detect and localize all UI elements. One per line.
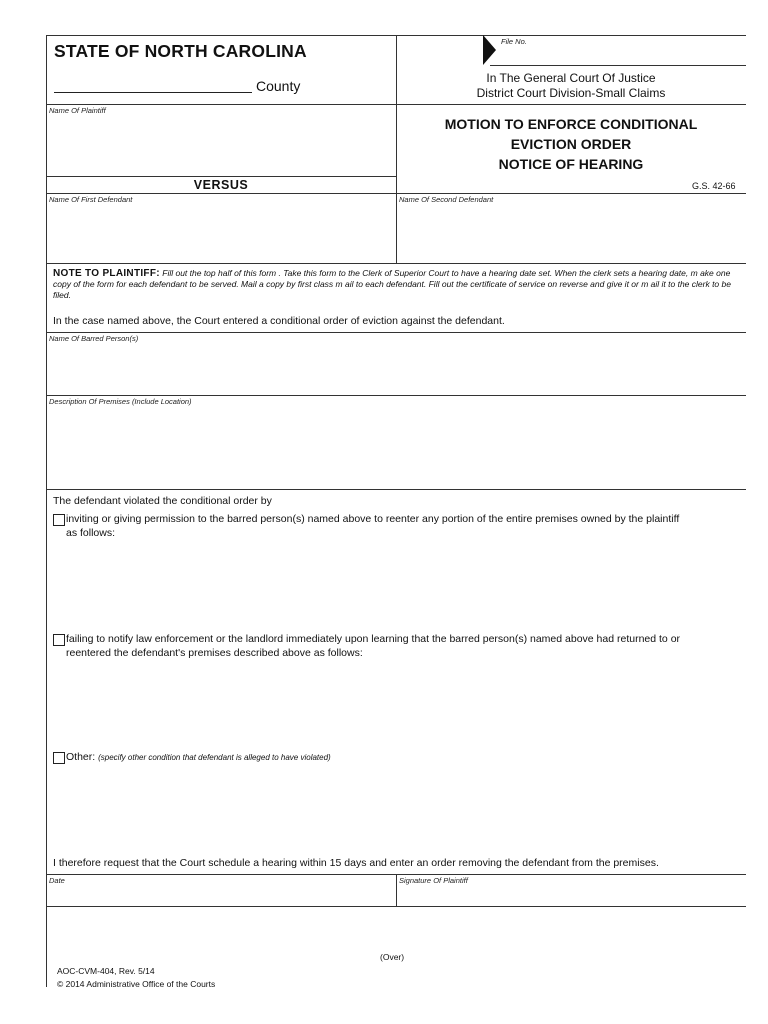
form-title-line-1: MOTION TO ENFORCE CONDITIONAL (444, 116, 698, 132)
option-2-field[interactable] (66, 663, 740, 745)
plaintiff-label: Name Of Plaintiff (49, 106, 106, 115)
option-1-checkbox[interactable] (53, 514, 65, 526)
county-label: County (256, 78, 301, 94)
date-field[interactable] (50, 886, 390, 904)
defendants-top-line (46, 193, 746, 194)
option-2-checkbox[interactable] (53, 634, 65, 646)
violation-top-line (46, 489, 746, 490)
barred-person-field[interactable] (50, 346, 740, 392)
option-1-line-2: as follows: (66, 527, 116, 539)
plaintiff-field[interactable] (50, 118, 390, 174)
premises-field[interactable] (50, 409, 740, 485)
option-1-line-1: inviting or giving permission to the barred person(s) named above to reenter any portion of the entire premises owned by the plaintiff (66, 513, 680, 525)
option-3-checkbox[interactable] (53, 752, 65, 764)
premises-top-line (46, 395, 746, 396)
option-2-line-2: reentered the defendant's premises described above as follows: (66, 647, 363, 659)
form-title-line-3: NOTICE OF HEARING (498, 156, 644, 172)
option-1-field[interactable] (66, 543, 740, 625)
note-text: Fill out the top half of this form . Take this form to the Clerk of Superior Court to have a hearing date set. When the clerk sets a hearing date, m ake one copy of the form for each defendant to be served. Mail a copy by first class m ail to each defendant. Fill out the certificate of service on reverse and give it or m ail it to the clerk to be filed. (53, 268, 731, 300)
barred-person-top-line (46, 332, 746, 333)
file-no-field[interactable] (500, 46, 740, 62)
file-no-label: File No. (501, 37, 527, 46)
second-defendant-label: Name Of Second Defendant (399, 195, 494, 204)
case-named-statement: In the case named above, the Court entered a conditional order of eviction against the defendant. (53, 315, 505, 327)
note-to-plaintiff (53, 268, 743, 301)
court-line-2: District Court Division-Small Claims (476, 86, 666, 100)
note-top-line (46, 263, 746, 264)
county-line (54, 92, 252, 93)
barred-person-label: Name Of Barred Person(s) (49, 334, 139, 343)
signature-label: Signature Of Plaintiff (399, 876, 468, 885)
date-signature-divider (396, 874, 397, 906)
premises-label: Description Of Premises (Include Location) (49, 397, 192, 406)
second-defendant-field[interactable] (400, 207, 740, 259)
versus-label: VERSUS (193, 178, 249, 192)
versus-top-line (46, 176, 396, 177)
statute-reference: G.S. 42-66 (692, 181, 736, 191)
date-label: Date (49, 876, 65, 885)
option-3-field[interactable] (66, 768, 740, 848)
option-3-label: Other: (66, 751, 96, 763)
signature-field[interactable] (400, 886, 740, 904)
option-3-hint: (specify other condition that defendant is alleged to have violated) (98, 753, 331, 762)
court-line-1: In The General Court Of Justice (486, 71, 656, 85)
option-2-line-1: failing to notify law enforcement or the landlord immediately upon learning that the barred person(s) named above had returned to or (66, 633, 681, 645)
form-title-line-2: EVICTION ORDER (510, 136, 632, 152)
file-no-arrow-icon (483, 35, 496, 65)
over-label: (Over) (380, 952, 405, 962)
option-1-text (66, 513, 746, 526)
first-defendant-label: Name Of First Defendant (49, 195, 133, 204)
date-bottom-line (46, 906, 746, 907)
note-heading: NOTE TO PLAINTIFF: (53, 268, 160, 279)
form-number: AOC-CVM-404, Rev. 5/14 (57, 966, 155, 976)
violated-intro: The defendant violated the conditional order by (53, 495, 272, 507)
hearing-request: I therefore request that the Court schedule a hearing within 15 days and enter an order removing the defendant from the premises. (53, 857, 659, 869)
state-title: STATE OF NORTH CAROLINA (54, 41, 307, 61)
copyright: © 2014 Administrative Office of the Courts (57, 979, 216, 989)
option-3-text (66, 751, 331, 764)
first-defendant-field[interactable] (50, 207, 390, 259)
file-no-bottom-line (490, 65, 746, 66)
